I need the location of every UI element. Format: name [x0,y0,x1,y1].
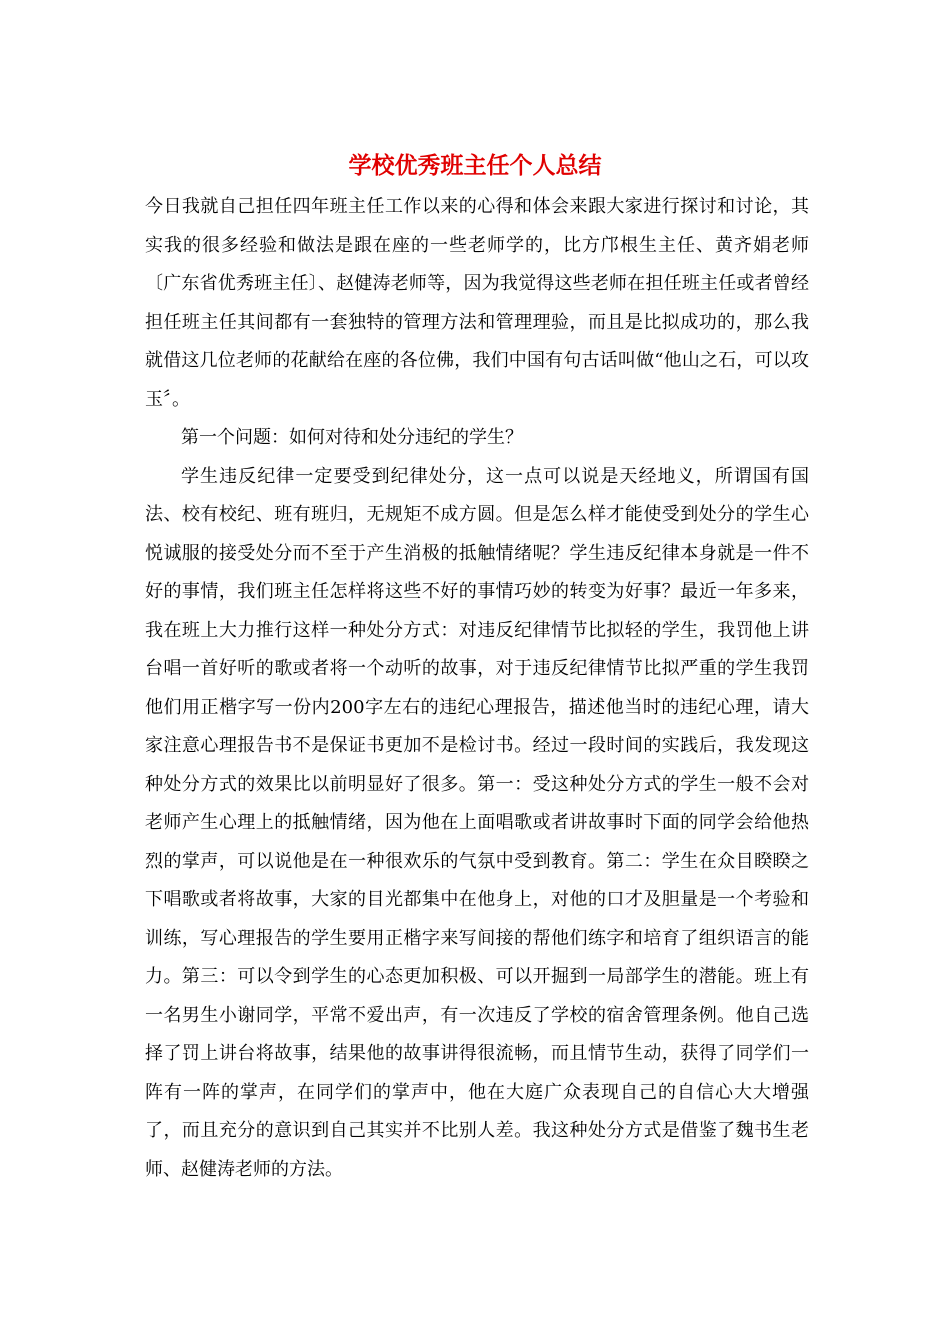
paragraph-question-heading: 第一个问题：如何对待和处分违纪的学生？ [181,427,523,448]
document-title: 学校优秀班主任个人总结 [348,152,602,179]
paragraph-discipline-method: 学生违反纪律一定要受到纪律处分，这一点可以说是天经地义，所谓国有国法、校有校纪、班有班归，无规矩不成方圆。但是怎么样才能使受到处分的学生心悦诚服的接受处分而不至于产生消极的抵触情绪呢？学生违反纪律本身就是一件不好的事情，我们班主任怎样将这些不好的事情巧妙的转变为好事？最近一年多来，我在班上大力推行这样一种处分方式：对违反纪律情节比拟轻的学生，我罚他上讲台唱一首好听的歌或者将一个动听的故事，对于违反纪律情节比拟严重的学生我罚他们用正楷字写一份内200字左右的违纪心理报告，描述他当时的违纪心理，请大家注意心理报告书不是保证书更加不是检讨书。经过一段时间的实践后，我发现这种处分方式的效果比以前明显好了很多。第一：受这种处分方式的学生一般不会对老师产生心理上的抵触情绪，因为他在上面唱歌或者讲故事时下面的同学会给他热烈的掌声，可以说他是在一种很欢乐的气氛中受到教育。第二：学生在众目睽睽之下唱歌或者将故事，大家的目光都集中在他身上，对他的口才及胆量是一个考验和训练，写心理报告的学生要用正楷字来写间接的帮他们练字和培育了组织语言的能力。第三：可以令到学生的心态更加积极、可以开掘到一局部学生的潜能。班上有一名男生小谢同学，平常不爱出声，有一次违反了学校的宿舍管理条例。他自己选择了罚上讲台将故事，结果他的故事讲得很流畅，而且情节生动，获得了同学们一阵有一阵的掌声，在同学们的掌声中，他在大庭广众表现自己的自信心大大增强了，而且充分的意识到自己其实并不比别人差。我这种处分方式是借鉴了魏书生老师、赵健涛老师的方法。 [145,465,809,1180]
paragraph-intro: 今日我就自己担任四年班主任工作以来的心得和体会来跟大家进行探讨和讨论，其实我的很多经验和做法是跟在座的一些老师学的，比方邝根生主任、黄齐娟老师〔广东省优秀班主任〕、赵健涛老师等，因为我觉得这些老师在担任班主任或者曾经担任班主任其间都有一套独特的管理方法和管理理验，而且是比拟成功的，那么我就借这几位老师的花献给在座的各位佛，我们中国有句古话叫做“他山之石，可以攻玉〞。 [145,196,809,410]
document-body [145,188,809,1189]
